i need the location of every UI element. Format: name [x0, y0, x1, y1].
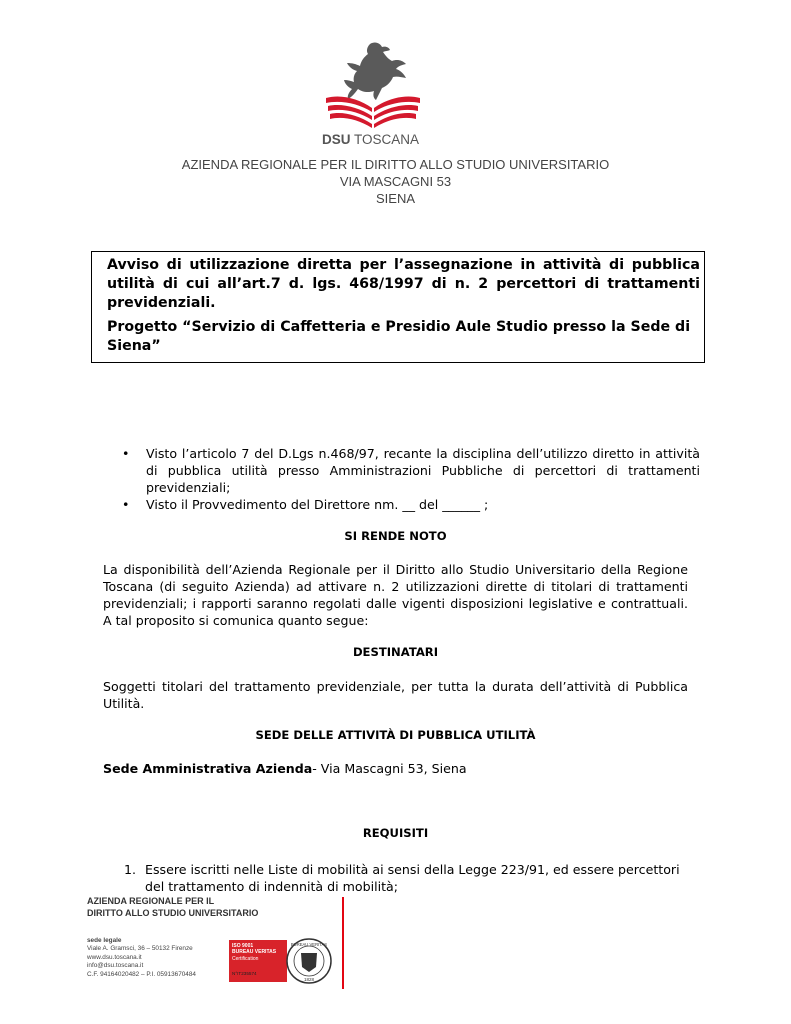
seal-text: BUREAU VERITAS: [290, 942, 328, 947]
premise-list: [118, 445, 700, 513]
footer-address: Viale A. Gramsci, 36 – 50132 Firenze: [87, 945, 193, 953]
item-number: 1.: [124, 862, 137, 877]
org-city: SIENA: [375, 191, 415, 206]
org-name: AZIENDA REGIONALE PER IL DIRITTO ALLO STUDIO UNIVERSITARIO: [181, 157, 610, 172]
footer-org-line: DIRITTO ALLO STUDIO UNIVERSITARIO: [87, 907, 259, 918]
dsu-toscana-logo: [318, 36, 428, 148]
bullet-text: Visto il Provvedimento del Direttore nm. __ del ______ ;: [146, 497, 489, 512]
org-address: VIA MASCAGNI 53: [339, 174, 452, 189]
footer-website: www.dsu.toscana.it: [87, 953, 142, 961]
footer-org-name: [87, 896, 258, 919]
list-item: [118, 445, 700, 496]
legal-label: sede legale: [87, 937, 122, 944]
notice-title: Avviso di utilizzazione diretta per l’assegnazione in attività di pubblica utilità di cui all’art.7 d. lgs. 468/1997 di n. 2 percettori di trattamenti previdenziali.: [107, 257, 700, 311]
logo-text-regular: TOSCANA: [350, 132, 420, 147]
bullet-icon: •: [122, 497, 130, 512]
cert-iso: ISO 9001: [232, 943, 254, 949]
sede-value: - Via Mascagni 53, Siena: [312, 761, 467, 776]
footer-divider: [342, 897, 344, 989]
seal-year: 1828: [303, 977, 315, 982]
footer-email: info@dsu.toscana.it: [87, 962, 144, 970]
sede-label: Sede Amministrativa Azienda: [103, 761, 313, 776]
bullet-text: Visto l’articolo 7 del D.Lgs n.468/97, recante la disciplina dell’utilizzo diretto in attività di pubblica utilità presso Amministrazioni Pubbliche di percettori di trattamenti previdenziali;: [146, 446, 700, 495]
sede-line: [103, 760, 467, 777]
svg-text:DSU TOSCANA: [322, 132, 419, 147]
heading-requisiti: REQUISITI: [362, 826, 429, 840]
heading-si-rende-noto: SI RENDE NOTO: [344, 529, 447, 543]
heading-destinatari: DESTINATARI: [352, 645, 439, 659]
item-text: Essere iscritti nelle Liste di mobilità ai sensi della Legge 223/91, ed essere percettori del trattamento di indennità di mobilità;: [145, 862, 680, 894]
notice-project: Progetto “Servizio di Caffetteria e Presidio Aule Studio presso la Sede di Siena”: [107, 319, 691, 354]
footer-org-line: AZIENDA REGIONALE PER IL: [87, 896, 215, 906]
requisiti-list: [124, 861, 692, 895]
footer-legal-info: [87, 937, 196, 979]
certification-badge: [229, 940, 287, 982]
intro-paragraph: La disponibilità dell’Azienda Regionale per il Diritto allo Studio Universitario della Regione Toscana (di seguito Azienda) ad attivare n. 2 utilizzazioni dirette di titolari di trattamenti previdenziali; i rapporti saranno regolati dalle vigenti disposizioni legislative e contrattuali. A tal proposito si comunica quanto segue:: [103, 562, 688, 628]
heading-sede: SEDE DELLE ATTIVITÀ DI PUBBLICA UTILITÀ: [255, 728, 536, 742]
cert-type: Certification: [232, 955, 259, 962]
bullet-icon: •: [122, 446, 130, 461]
organization-header: [0, 156, 791, 207]
bureau-veritas-seal-icon: [285, 937, 333, 985]
winged-horse-icon: [344, 43, 406, 100]
cert-number: N°IT235574: [232, 971, 257, 977]
list-item: [124, 861, 692, 895]
cert-name: BUREAU VERITAS: [232, 949, 277, 956]
open-book-icon: [326, 96, 420, 128]
logo-text-bold: DSU: [322, 132, 351, 147]
destinatari-paragraph: Soggetti titolari del trattamento previdenziale, per tutta la durata dell’attività di Pubblica Utilità.: [103, 679, 688, 711]
footer-tax: C.F. 94164020482 – P.I. 05913670484: [87, 970, 196, 978]
list-item: [118, 496, 700, 513]
